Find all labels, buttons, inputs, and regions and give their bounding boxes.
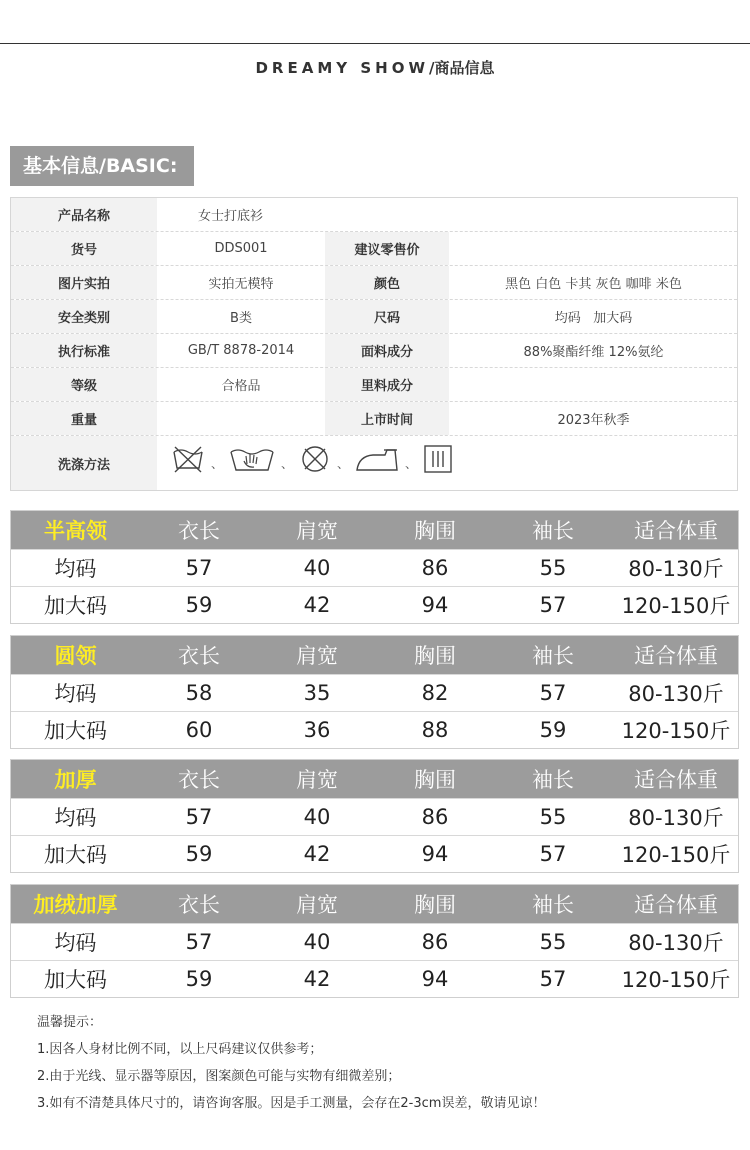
- basic-row-product-name: [11, 198, 737, 232]
- table-cell: 88: [421, 718, 449, 742]
- table-row: [11, 674, 738, 711]
- table-cell: 120-150斤: [621, 843, 731, 867]
- note-item: 2.由于光线、显示器等原因，图案颜色可能与实物有细微差别；: [37, 1069, 401, 1084]
- table-cell: 59: [539, 718, 567, 742]
- table-cell: 86: [421, 930, 449, 954]
- column-header: 肩宽: [296, 644, 338, 668]
- size-table-title: 半高领: [44, 519, 107, 543]
- table-row: [11, 549, 738, 586]
- table-cell: 55: [539, 930, 567, 954]
- table-cell: 60: [185, 718, 213, 742]
- size-label: 均码: [54, 931, 97, 955]
- basic-value: [450, 232, 737, 265]
- table-cell: 120-150斤: [621, 968, 731, 992]
- column-header: 衣长: [178, 644, 220, 668]
- table-cell: 86: [421, 805, 449, 829]
- brand-header: [0, 57, 750, 78]
- basic-value: [450, 368, 737, 401]
- size-table-header: [11, 760, 738, 798]
- table-cell: 55: [539, 805, 567, 829]
- basic-key: 尺码: [325, 300, 449, 333]
- table-cell: 57: [185, 930, 213, 954]
- table-cell: 120-150斤: [621, 719, 731, 743]
- basic-value: GB/T 8878-2014: [158, 334, 324, 367]
- basic-row-wash: [11, 436, 737, 490]
- table-cell: 59: [185, 593, 213, 617]
- size-table-fleece-thick: [10, 884, 739, 998]
- column-header: 肩宽: [296, 519, 338, 543]
- table-row: [11, 586, 738, 623]
- column-header: 袖长: [532, 519, 574, 543]
- table-row: [11, 798, 738, 835]
- column-header: 肩宽: [296, 768, 338, 792]
- table-cell: 80-130斤: [628, 931, 724, 955]
- table-cell: 55: [539, 556, 567, 580]
- basic-row: [11, 266, 737, 300]
- size-table-crew-neck: [10, 635, 739, 749]
- notes: [37, 1013, 545, 1121]
- column-header: 衣长: [178, 519, 220, 543]
- basic-info-table: [10, 197, 738, 491]
- basic-key: 产品名称: [11, 198, 157, 231]
- column-header: 胸围: [414, 893, 456, 917]
- table-cell: 36: [303, 718, 331, 742]
- table-cell: 59: [185, 842, 213, 866]
- table-cell: 80-130斤: [628, 557, 724, 581]
- table-row: [11, 960, 738, 997]
- top-divider: [0, 43, 750, 44]
- size-label: 均码: [54, 557, 97, 581]
- basic-key: 上市时间: [325, 402, 449, 435]
- basic-key: 图片实拍: [11, 266, 157, 299]
- table-cell: 35: [303, 681, 331, 705]
- column-header: 袖长: [532, 893, 574, 917]
- care-separator: 、: [405, 456, 418, 471]
- column-header: 适合体重: [634, 644, 718, 668]
- table-cell: 57: [539, 593, 567, 617]
- column-header: 适合体重: [634, 519, 718, 543]
- basic-key: 重量: [11, 402, 157, 435]
- size-table-title: 加厚: [54, 768, 97, 792]
- table-cell: 42: [303, 842, 331, 866]
- column-header: 袖长: [532, 644, 574, 668]
- care-separator: 、: [211, 456, 224, 471]
- basic-value: 女士打底衫: [158, 198, 737, 231]
- basic-key: 建议零售价: [325, 232, 449, 265]
- notes-title: 温馨提示：: [37, 1015, 103, 1030]
- table-cell: 58: [185, 681, 213, 705]
- table-cell: 57: [185, 556, 213, 580]
- table-cell: 80-130斤: [628, 806, 724, 830]
- basic-row: [11, 232, 737, 266]
- basic-value: 黑色 白色 卡其 灰色 咖啡 米色: [450, 266, 737, 299]
- basic-key: 颜色: [325, 266, 449, 299]
- size-table-header: [11, 636, 738, 674]
- basic-value: 2023年秋季: [450, 402, 737, 435]
- table-cell: 42: [303, 967, 331, 991]
- column-header: 袖长: [532, 768, 574, 792]
- size-table-thick: [10, 759, 739, 873]
- size-table-title: 加绒加厚: [33, 893, 118, 917]
- basic-key: 里料成分: [325, 368, 449, 401]
- size-label: 加大码: [44, 719, 107, 743]
- size-label: 加大码: [44, 843, 107, 867]
- table-cell: 40: [303, 805, 331, 829]
- column-header: 胸围: [414, 519, 456, 543]
- size-label: 均码: [54, 806, 97, 830]
- size-label: 均码: [54, 682, 97, 706]
- note-item: 3.如有不清楚具体尺寸的，请咨询客服。因是手工测量，会存在2-3cm误差，敬请见谅！: [37, 1096, 546, 1111]
- line-dry-icon: [423, 444, 453, 474]
- basic-key: 面料成分: [325, 334, 449, 367]
- size-table-title: 圆领: [54, 644, 97, 668]
- basic-row: [11, 300, 737, 334]
- iron-icon: [355, 444, 399, 474]
- basic-value: 88%聚酯纤维 12%氨纶: [450, 334, 737, 367]
- table-cell: 82: [421, 681, 449, 705]
- table-row: [11, 835, 738, 872]
- column-header: 胸围: [414, 768, 456, 792]
- basic-value: DDS001: [158, 232, 324, 265]
- column-header: 衣长: [178, 893, 220, 917]
- table-cell: 86: [421, 556, 449, 580]
- table-cell: 94: [421, 842, 449, 866]
- table-cell: 94: [421, 967, 449, 991]
- basic-row: [11, 402, 737, 436]
- column-header: 肩宽: [296, 893, 338, 917]
- table-cell: 57: [539, 842, 567, 866]
- brand-subtitle: /商品信息: [429, 59, 495, 77]
- basic-row: [11, 334, 737, 368]
- brand-name: DREAMY SHOW: [255, 59, 430, 77]
- table-cell: 42: [303, 593, 331, 617]
- size-table-header: [11, 885, 738, 923]
- care-separator: 、: [337, 456, 350, 471]
- column-header: 适合体重: [634, 768, 718, 792]
- hand-wash-icon: [229, 444, 275, 474]
- no-wash-icon: [171, 444, 205, 474]
- table-cell: 40: [303, 556, 331, 580]
- note-item: 1.因各人身材比例不同，以上尺码建议仅供参考；: [37, 1042, 323, 1057]
- table-cell: 80-130斤: [628, 682, 724, 706]
- basic-key: 执行标准: [11, 334, 157, 367]
- care-symbols: [171, 444, 453, 474]
- no-dryclean-icon: [299, 444, 331, 474]
- basic-info-label: 基本信息/BASIC:: [10, 146, 194, 186]
- column-header: 胸围: [414, 644, 456, 668]
- basic-value: B类: [158, 300, 324, 333]
- column-header: 适合体重: [634, 893, 718, 917]
- table-cell: 57: [539, 681, 567, 705]
- table-cell: 120-150斤: [621, 594, 731, 618]
- size-label: 加大码: [44, 968, 107, 992]
- table-cell: 57: [539, 967, 567, 991]
- table-cell: 59: [185, 967, 213, 991]
- basic-value: 均码 加大码: [450, 300, 737, 333]
- care-separator: 、: [281, 456, 294, 471]
- size-table-header: [11, 511, 738, 549]
- basic-key: 货号: [11, 232, 157, 265]
- table-cell: 57: [185, 805, 213, 829]
- size-table-half-turtleneck: [10, 510, 739, 624]
- column-header: 衣长: [178, 768, 220, 792]
- size-label: 加大码: [44, 594, 107, 618]
- basic-value: 合格品: [158, 368, 324, 401]
- table-cell: 40: [303, 930, 331, 954]
- basic-row: [11, 368, 737, 402]
- table-row: [11, 923, 738, 960]
- basic-key: 安全类别: [11, 300, 157, 333]
- basic-value: 实拍无模特: [158, 266, 324, 299]
- table-cell: 94: [421, 593, 449, 617]
- basic-key: 洗涤方法: [11, 436, 157, 490]
- table-row: [11, 711, 738, 748]
- wash-icons-cell: [158, 436, 737, 490]
- basic-key: 等级: [11, 368, 157, 401]
- basic-value: [158, 402, 324, 435]
